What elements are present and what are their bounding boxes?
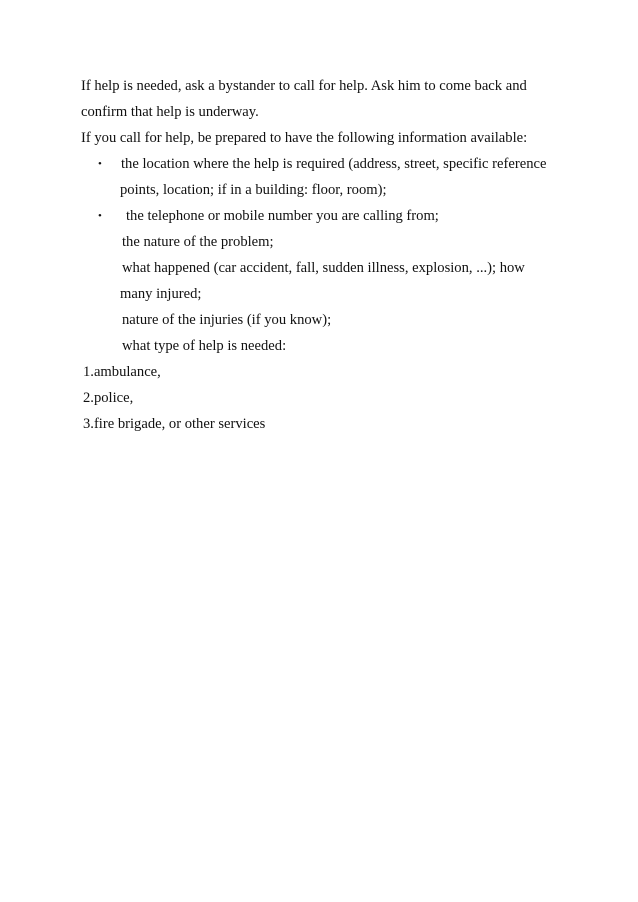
nature-problem-line: the nature of the problem; [122,234,274,250]
bullet-icon: • [98,158,102,170]
telephone-line: the telephone or mobile number you are calling from; [126,208,439,224]
service-item-police: 2.police, [83,390,134,406]
what-happened-line-1: what happened (car accident, fall, sudden illness, explosion, ...); how [122,260,525,276]
help-type-line: what type of help is needed: [122,338,287,354]
service-item-ambulance: 1.ambulance, [83,364,161,380]
bullet-icon: • [98,210,102,222]
location-line-2: points, location; if in a building: floor, room); [120,182,387,198]
nature-injuries-line: nature of the injuries (if you know); [122,312,332,328]
intro-line-1: If help is needed, ask a bystander to call for help. Ask him to come back and [81,78,527,94]
location-line-1: the location where the help is required (address, street, specific reference [121,156,547,172]
what-happened-line-2: many injured; [120,286,202,302]
intro-line-3: If you call for help, be prepared to have the following information available: [81,130,528,146]
service-item-fire-brigade: 3.fire brigade, or other services [83,416,266,432]
intro-line-2: confirm that help is underway. [81,104,259,120]
